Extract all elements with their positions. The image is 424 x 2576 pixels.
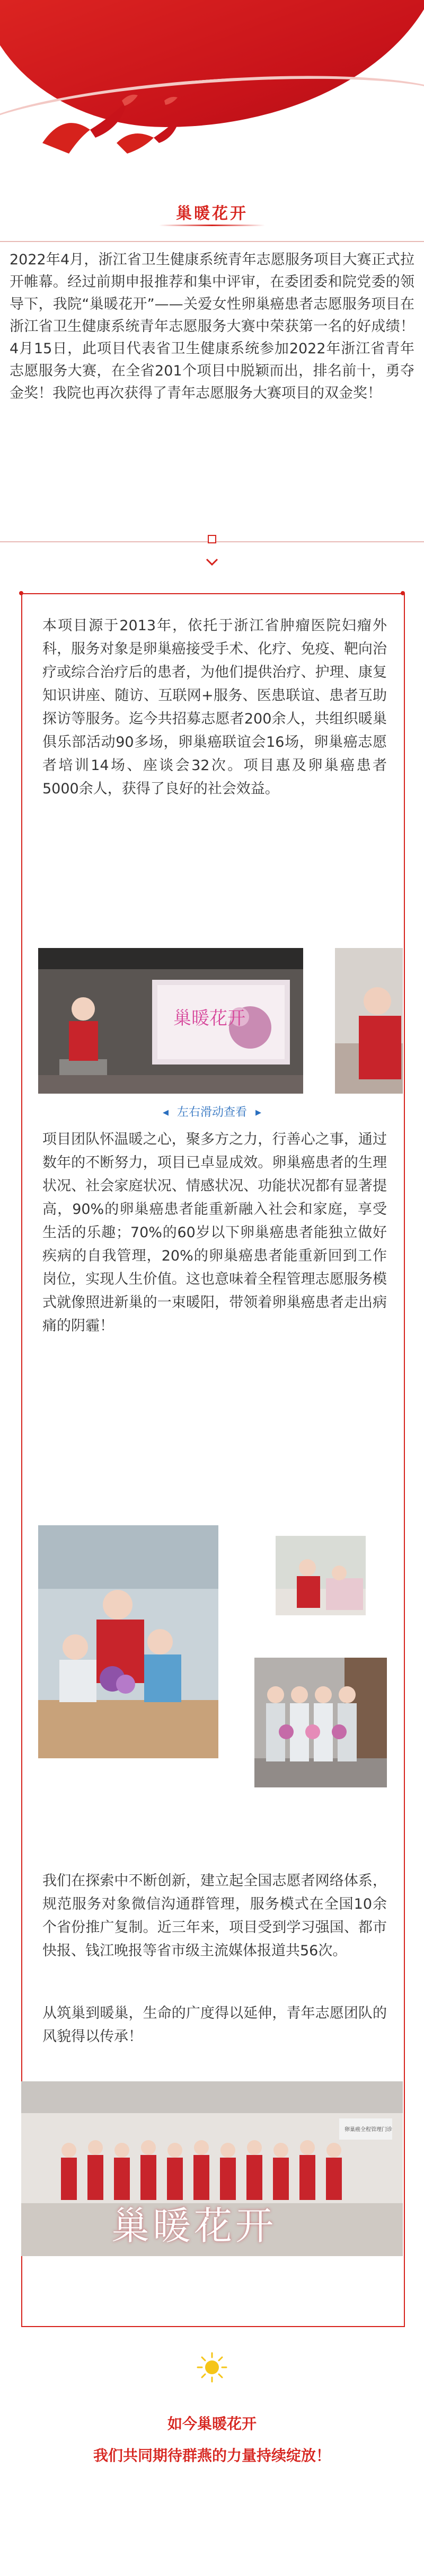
project-origin-text: 本项目源于2013年，依托于浙江省肿瘤医院妇瘤外科，服务对象是卵巢癌接受手术、化疗、免疫、靶向治疗或综合治疗后的患者，为他们提供治疗、护理、康复知识讲座、随访、互联网+服务、医患联谊、患者互助探访等服务。迄今共招募志愿者200余人，共组织暖巢俱乐部活动90多场，卵巢癌联谊会16场，卵巢癌志愿者培训14场、座谈会32次。项目惠及卵巢癌患者5000余人，获得了良好的社会效益。 <box>42 618 387 797</box>
slide-photo-main[interactable] <box>38 948 303 1094</box>
chevron-right-icon[interactable]: ▸ <box>255 1106 262 1119</box>
chevron-down-icon <box>205 555 219 570</box>
photo-flower-gift <box>38 1525 218 1758</box>
group-flowers-image <box>254 1658 387 1787</box>
peace-doves-icon <box>32 79 191 169</box>
swipe-hint[interactable] <box>0 1103 424 1120</box>
slide-banner-text: 巢暖花开 <box>173 1008 245 1029</box>
legacy-text: 从筑巢到暖巢，生命的广度得以延伸，青年志愿团队的风貌得以传承！ <box>42 2005 387 2045</box>
volunteer-portrait-image <box>335 948 403 1094</box>
sun-icon <box>196 2351 228 2383</box>
photo-team-group <box>21 2081 403 2256</box>
card-corner-dot <box>401 591 405 595</box>
photo-bedside-visit <box>276 1536 366 1615</box>
group-photo-title: 巢暖花开 <box>111 2204 277 2248</box>
chevron-left-icon[interactable]: ◂ <box>162 1106 169 1119</box>
project-results-text: 项目团队怀温暖之心，聚多方之力，行善心之事，通过数年的不断努力，项目已卓显成效。卵巢癌患者的生理状况、社会家庭状况、情感状况、功能状况都有显著提高，90%的卵巢癌患者能重新融入社会和家庭，享受生活的乐趣；70%的60岁以下卵巢癌患者能独立做好疾病的自我管理，20%的卵巢癌患者能重新回到工作岗位，实现人生价值。这也意味着全程管理志愿服务模式就像照进新巢的一束暖阳，带领着卵巢癌患者走出病痛的阴霾！ <box>42 1131 387 1334</box>
swipe-hint-label: 左右滑动查看 <box>176 1106 247 1119</box>
closing-line-2: 我们共同期待群燕的力量持续绽放！ <box>93 2447 331 2464</box>
intro-text: 2022年4月，浙江省卫生健康系统青年志愿服务项目大赛正式拉开帷幕。经过前期申报推荐和集中评审，在委团委和院党委的领导下，我院“巢暖花开”——关爱女性卵巢癌患者志愿服务项目在浙江省卫生健康系统青年志愿服务大赛中荣获第一名的好成绩！4月15日，此项目代表省卫生健康系统参加2022年浙江省青年志愿服务大赛，在全省201个项目中脱颖而出，排名前十，勇夺金奖！我院也再次获得了青年志愿服务大赛项目的双金奖！ <box>10 252 414 401</box>
section-title: 巢暖花开 <box>176 204 248 223</box>
slide-photo-next[interactable] <box>335 948 403 1094</box>
room-sign: 卵巢癌全程管理门诊 <box>344 2127 392 2133</box>
card-corner-dot <box>19 591 23 595</box>
closing-line-1: 如今巢暖花开 <box>167 2415 257 2432</box>
bedside-visit-image <box>276 1536 366 1615</box>
frame-pin <box>208 535 216 543</box>
lecture-scene-image <box>38 948 303 1094</box>
flower-gift-image <box>38 1525 218 1758</box>
content-card <box>21 593 405 2327</box>
photo-group-flowers <box>254 1658 387 1787</box>
title-underline <box>159 225 265 226</box>
innovation-text: 我们在探索中不断创新，建立起全国志愿者网络体系，规范服务对象微信沟通群管理，服务模式在全国10余个省份推广复制。近三年来，项目受到学习强国、都市快报、钱江晚报等省市级主流媒体报道共56次。 <box>42 1873 387 1959</box>
hero-banner <box>0 0 424 175</box>
